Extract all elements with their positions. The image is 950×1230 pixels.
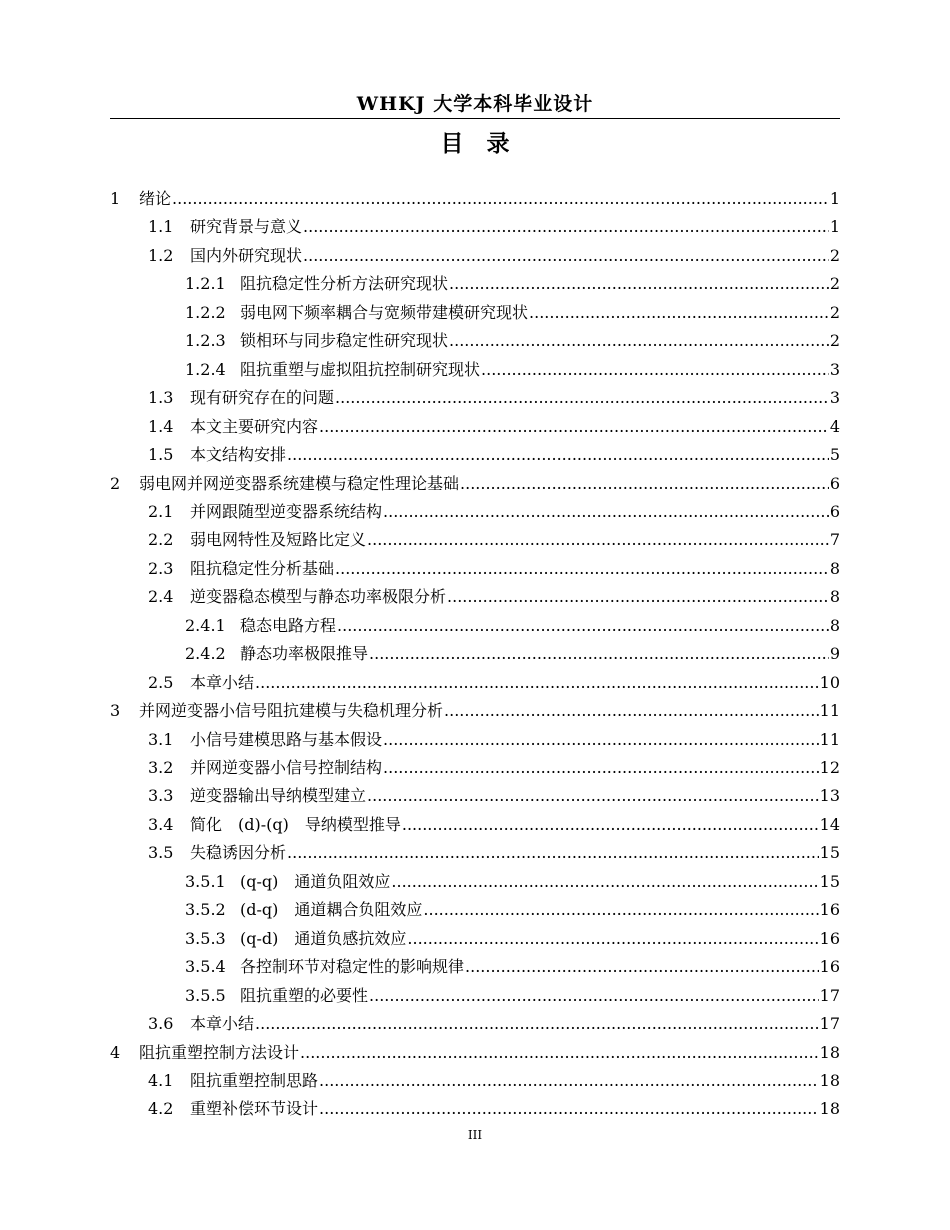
toc-title: 目 录 bbox=[440, 131, 510, 157]
toc-dot-leader bbox=[319, 414, 829, 440]
toc-entry-title: 弱电网特性及短路比定义 bbox=[190, 530, 367, 550]
toc-entry[interactable] bbox=[110, 527, 840, 553]
toc-entry-title: 并网逆变器小信号阻抗建模与失稳机理分析 bbox=[139, 701, 444, 721]
toc-entry-number: 3.5.5 bbox=[185, 985, 226, 1005]
toc-entry[interactable] bbox=[110, 670, 840, 696]
toc-entry-number: 3.1 bbox=[148, 729, 174, 749]
toc-entry-title: 国内外研究现状 bbox=[190, 245, 303, 265]
toc-dot-leader bbox=[383, 499, 829, 525]
toc-entry-title: (d-q) 通道耦合负阻效应 bbox=[240, 900, 423, 920]
toc-entry[interactable] bbox=[110, 1011, 840, 1037]
toc-dot-leader bbox=[367, 783, 819, 809]
toc-entry-title: 逆变器稳态模型与静态功率极限分析 bbox=[190, 587, 447, 607]
toc-dot-leader bbox=[465, 954, 819, 980]
toc-entry[interactable] bbox=[110, 186, 840, 212]
toc-entry-number: 2.5 bbox=[148, 672, 174, 692]
toc-entry-title: 稳态电路方程 bbox=[240, 615, 337, 635]
toc-entry-title: 绪论 bbox=[139, 189, 172, 208]
toc-entry-title: 并网逆变器小信号控制结构 bbox=[190, 758, 383, 777]
toc-entry-page: 8 bbox=[829, 558, 840, 578]
toc-dot-leader bbox=[383, 727, 819, 753]
toc-entry-number: 3.3 bbox=[148, 786, 174, 806]
toc-entry-title: 本章小结 bbox=[190, 672, 255, 692]
page-number: III bbox=[467, 1128, 483, 1142]
toc-dot-leader bbox=[369, 983, 819, 1009]
toc-entry[interactable] bbox=[110, 328, 840, 354]
toc-entry-page: 15 bbox=[819, 871, 840, 891]
toc-entry-title: 本章小结 bbox=[190, 1014, 255, 1034]
toc-entry-page: 5 bbox=[829, 445, 840, 465]
toc-entry-number: 4 bbox=[110, 1042, 121, 1062]
toc-entry-title: (q-q) 通道负阻效应 bbox=[240, 871, 391, 891]
toc-entry-number: 1.2.4 bbox=[185, 359, 226, 379]
toc-entry-number: 1.2.3 bbox=[185, 331, 226, 351]
toc-entry-number: 2.3 bbox=[148, 558, 174, 578]
toc-entry[interactable] bbox=[110, 641, 840, 667]
toc-entry-page: 8 bbox=[829, 587, 840, 607]
toc-dot-leader bbox=[319, 1096, 819, 1122]
toc-entry-number: 1 bbox=[110, 189, 121, 208]
toc-entry-page: 2 bbox=[829, 302, 840, 322]
toc-entry[interactable] bbox=[110, 869, 840, 895]
toc-entry-page: 6 bbox=[829, 473, 840, 493]
toc-entry[interactable] bbox=[110, 840, 840, 866]
toc-entry-number: 1.5 bbox=[148, 445, 174, 465]
toc-dot-leader bbox=[369, 641, 829, 667]
toc-dot-leader bbox=[335, 385, 829, 411]
toc-entry[interactable] bbox=[110, 1068, 840, 1094]
toc-entry[interactable] bbox=[110, 698, 840, 724]
toc-entry-page: 16 bbox=[819, 957, 840, 977]
toc-entry-number: 3.5.4 bbox=[185, 957, 226, 977]
toc-entry-page: 11 bbox=[819, 701, 840, 721]
toc-entry-page: 13 bbox=[819, 786, 840, 806]
toc-entry-title: 并网跟随型逆变器系统结构 bbox=[190, 501, 383, 521]
toc-entry-title: 阻抗稳定性分析基础 bbox=[190, 558, 335, 578]
toc-entry-number: 2.1 bbox=[148, 501, 174, 521]
toc-entry-page: 3 bbox=[829, 359, 840, 379]
toc-entry-title: 各控制环节对稳定性的影响规律 bbox=[240, 957, 465, 977]
toc-entry-number: 3.5.1 bbox=[185, 871, 226, 891]
toc-dot-leader bbox=[255, 670, 819, 696]
toc-entry-number: 2.4.2 bbox=[185, 644, 226, 664]
toc-entry-number: 2.4 bbox=[148, 587, 174, 607]
toc-entry-number: 3 bbox=[110, 701, 121, 721]
toc-entry-title: 现有研究存在的问题 bbox=[190, 388, 335, 408]
toc-entry-number: 1.4 bbox=[148, 416, 174, 436]
toc-entry-number: 1.2.1 bbox=[185, 274, 226, 294]
toc-entry[interactable] bbox=[110, 983, 840, 1009]
toc-entry[interactable] bbox=[110, 556, 840, 582]
toc-entry-number: 1.2 bbox=[148, 245, 174, 265]
toc-dot-leader bbox=[367, 527, 829, 553]
toc-entry[interactable] bbox=[110, 271, 840, 297]
toc-entry-page: 18 bbox=[819, 1070, 840, 1090]
toc-entry-page: 7 bbox=[829, 530, 840, 550]
toc-dot-leader bbox=[407, 926, 818, 952]
toc-entry-number: 4.2 bbox=[148, 1099, 174, 1119]
toc-dot-leader bbox=[529, 300, 829, 326]
toc-dot-leader bbox=[449, 271, 829, 297]
page-header-title: WHKJ 大学本科毕业设计 bbox=[356, 93, 594, 115]
toc-entry[interactable] bbox=[110, 442, 840, 468]
toc-entry-page: 2 bbox=[829, 245, 840, 265]
toc-entry-number: 3.5.2 bbox=[185, 900, 226, 920]
toc-entry-page: 12 bbox=[819, 758, 840, 777]
toc-entry-title: 简化 (d)-(q) 导纳模型推导 bbox=[190, 814, 401, 834]
toc-entry-title: 静态功率极限推导 bbox=[240, 644, 369, 664]
toc-entry[interactable] bbox=[110, 357, 840, 383]
toc-entry-number: 2 bbox=[110, 473, 121, 493]
toc-entry[interactable] bbox=[110, 812, 840, 838]
toc-entry[interactable] bbox=[110, 926, 840, 952]
toc-entry-page: 6 bbox=[829, 501, 840, 521]
toc-entry[interactable] bbox=[110, 613, 840, 639]
toc-entry-title: 本文结构安排 bbox=[190, 445, 287, 465]
toc-entry-number: 3.5 bbox=[148, 843, 174, 863]
toc-entry-number: 4.1 bbox=[148, 1070, 174, 1090]
toc-entry-number: 2.2 bbox=[148, 530, 174, 550]
toc-entry-number: 3.4 bbox=[148, 814, 174, 834]
toc-entry[interactable] bbox=[110, 755, 840, 781]
toc-entry[interactable] bbox=[110, 471, 840, 497]
toc-entry-page: 2 bbox=[829, 331, 840, 351]
toc-dot-leader bbox=[172, 186, 829, 212]
toc-entry-title: 阻抗重塑与虚拟阻抗控制研究现状 bbox=[240, 359, 481, 379]
toc-entry-page: 1 bbox=[829, 217, 840, 237]
toc-dot-leader bbox=[303, 243, 829, 269]
toc-entry[interactable] bbox=[110, 414, 840, 440]
toc-entry-page: 14 bbox=[819, 814, 840, 834]
toc-entry[interactable] bbox=[110, 499, 840, 525]
toc-entry-page: 15 bbox=[819, 843, 840, 863]
toc-entry-page: 16 bbox=[819, 900, 840, 920]
toc-entry[interactable] bbox=[110, 243, 840, 269]
toc-entry[interactable] bbox=[110, 385, 840, 411]
toc-entry-number: 1.1 bbox=[148, 217, 174, 237]
toc-dot-leader bbox=[335, 556, 829, 582]
toc-entry-page: 18 bbox=[819, 1042, 840, 1062]
toc-entry-page: 16 bbox=[819, 928, 840, 948]
toc-entry-page: 17 bbox=[819, 1014, 840, 1034]
toc-entry-page: 3 bbox=[829, 388, 840, 408]
toc-dot-leader bbox=[255, 1011, 819, 1037]
toc-dot-leader bbox=[447, 584, 829, 610]
toc-entry-page: 4 bbox=[829, 416, 840, 436]
toc-entry-title: 弱电网下频率耦合与宽频带建模研究现状 bbox=[240, 302, 529, 322]
toc-entry-page: 8 bbox=[829, 615, 840, 635]
toc-entry-title: 阻抗重塑控制方法设计 bbox=[139, 1042, 300, 1062]
toc-dot-leader bbox=[423, 897, 818, 923]
toc-entry-number: 1.3 bbox=[148, 388, 174, 408]
toc-dot-leader bbox=[319, 1068, 819, 1094]
toc-entry[interactable] bbox=[110, 727, 840, 753]
toc-entry-page: 18 bbox=[819, 1099, 840, 1119]
toc-entry-title: 阻抗稳定性分析方法研究现状 bbox=[240, 274, 449, 294]
toc-dot-leader bbox=[287, 840, 819, 866]
toc-dot-leader bbox=[383, 755, 819, 781]
toc-entry-title: 失稳诱因分析 bbox=[190, 843, 287, 863]
toc-entry-title: 逆变器输出导纳模型建立 bbox=[190, 786, 367, 806]
toc-entry-page: 2 bbox=[829, 274, 840, 294]
toc-entry-number: 3.6 bbox=[148, 1014, 174, 1034]
toc-entry[interactable] bbox=[110, 1096, 840, 1122]
toc-entry[interactable] bbox=[110, 897, 840, 923]
toc-entry-page: 1 bbox=[829, 189, 840, 208]
toc-entry-title: (q-d) 通道负感抗效应 bbox=[240, 928, 407, 948]
toc-dot-leader bbox=[444, 698, 819, 724]
toc-entry-page: 17 bbox=[819, 985, 840, 1005]
toc-entry-page: 10 bbox=[819, 672, 840, 692]
toc-dot-leader bbox=[402, 812, 819, 838]
toc-entry-title: 锁相环与同步稳定性研究现状 bbox=[240, 331, 449, 351]
header-rule bbox=[110, 118, 840, 119]
toc-entry[interactable] bbox=[110, 954, 840, 980]
toc-dot-leader bbox=[303, 214, 829, 240]
toc-entry-title: 研究背景与意义 bbox=[190, 217, 303, 237]
toc-entry-number: 2.4.1 bbox=[185, 615, 226, 635]
toc-dot-leader bbox=[337, 613, 829, 639]
toc-entry[interactable] bbox=[110, 1040, 840, 1066]
toc-entry-number: 3.2 bbox=[148, 758, 174, 777]
toc-dot-leader bbox=[287, 442, 829, 468]
toc-entry[interactable] bbox=[110, 783, 840, 809]
toc-entry-number: 1.2.2 bbox=[185, 302, 226, 322]
toc-entry[interactable] bbox=[110, 584, 840, 610]
toc-entry-title: 阻抗重塑控制思路 bbox=[190, 1070, 319, 1090]
toc-entry-page: 9 bbox=[829, 644, 840, 664]
toc-dot-leader bbox=[481, 357, 829, 383]
toc-entry[interactable] bbox=[110, 300, 840, 326]
toc-entry-page: 11 bbox=[819, 729, 840, 749]
toc-entry-title: 弱电网并网逆变器系统建模与稳定性理论基础 bbox=[139, 473, 460, 493]
toc-entry-title: 小信号建模思路与基本假设 bbox=[190, 729, 383, 749]
toc-dot-leader bbox=[391, 869, 818, 895]
toc-entry-title: 阻抗重塑的必要性 bbox=[240, 985, 369, 1005]
toc-entry-number: 3.5.3 bbox=[185, 928, 226, 948]
toc-dot-leader bbox=[449, 328, 829, 354]
toc-dot-leader bbox=[300, 1040, 819, 1066]
toc-entry-title: 本文主要研究内容 bbox=[190, 416, 319, 436]
toc-entry-title: 重塑补偿环节设计 bbox=[190, 1099, 319, 1119]
toc-entry[interactable] bbox=[110, 214, 840, 240]
toc-dot-leader bbox=[460, 471, 829, 497]
